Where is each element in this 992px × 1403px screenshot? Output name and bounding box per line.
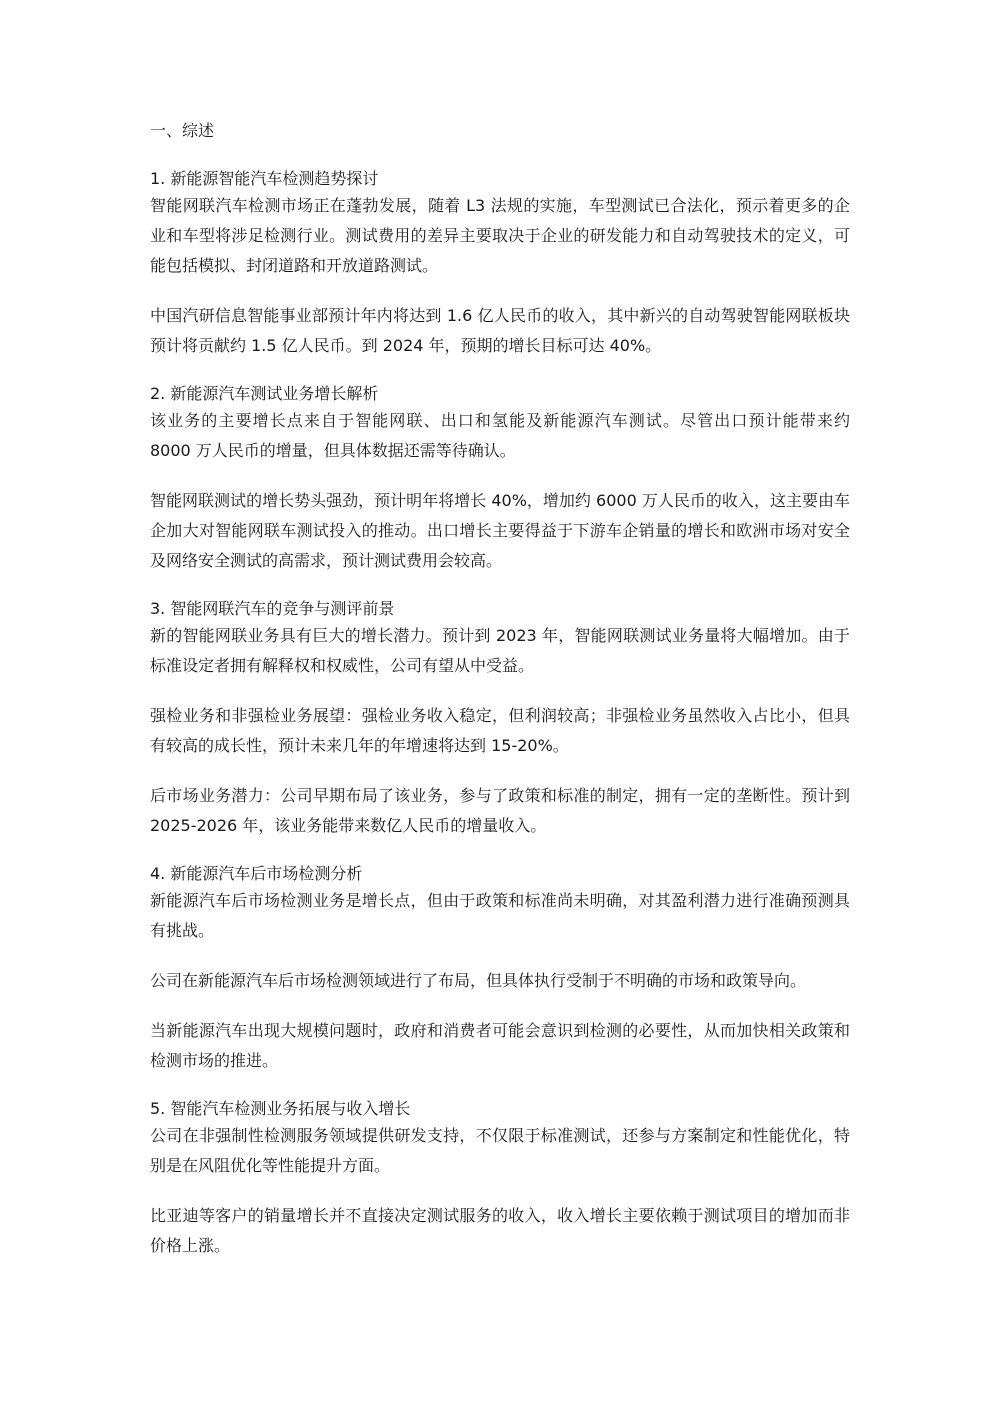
paragraph: 当新能源汽车出现大规模问题时，政府和消费者可能会意识到检测的必要性，从而加快相关政策和检测市场的推进。	[150, 1021, 850, 1070]
section-title: 1. 新能源智能汽车检测趋势探讨	[150, 169, 379, 188]
paragraph: 中国汽研信息智能事业部预计年内将达到 1.6 亿人民币的收入，其中新兴的自动驾驶智能网联板块预计将贡献约 1.5 亿人民币。到 2024 年，预期的增长目标可达 40%。	[150, 306, 850, 355]
section-title: 5. 智能汽车检测业务拓展与收入增长	[150, 1099, 411, 1118]
section-5	[150, 1096, 850, 1261]
paragraph: 公司在非强制性检测服务领域提供研发支持，不仅限于标准测试，还参与方案制定和性能优化，特别是在风阻优化等性能提升方面。	[150, 1126, 850, 1175]
section-2	[150, 381, 850, 576]
paragraph: 比亚迪等客户的销量增长并不直接决定测试服务的收入，收入增长主要依赖于测试项目的增加而非价格上涨。	[150, 1206, 850, 1255]
section-4	[150, 861, 850, 1076]
paragraph: 该业务的主要增长点来自于智能网联、出口和氢能及新能源汽车测试。尽管出口预计能带来约 8000 万人民币的增量，但具体数据还需等待确认。	[150, 411, 850, 460]
paragraph: 新的智能网联业务具有巨大的增长潜力。预计到 2023 年，智能网联测试业务量将大幅增加。由于标准设定者拥有解释权和权威性，公司有望从中受益。	[150, 626, 850, 675]
section-title: 4. 新能源汽车后市场检测分析	[150, 864, 363, 883]
paragraph: 公司在新能源汽车后市场检测领域进行了布局，但具体执行受制于不明确的市场和政策导向。	[150, 971, 807, 990]
paragraph: 强检业务和非强检业务展望：强检业务收入稳定，但利润较高；非强检业务虽然收入占比小，但具有较高的成长性，预计未来几年的年增速将达到 15-20%。	[150, 706, 850, 755]
section-title: 3. 智能网联汽车的竞争与测评前景	[150, 599, 395, 618]
section-title: 2. 新能源汽车测试业务增长解析	[150, 384, 379, 403]
document-page	[150, 116, 850, 1281]
paragraph: 智能网联测试的增长势头强劲，预计明年将增长 40%，增加约 6000 万人民币的收入，这主要由车企加大对智能网联车测试投入的推动。出口增长主要得益于下游车企销量的增长和欧洲市场对安全及网络安全测试的高需求，预计测试费用会较高。	[150, 491, 850, 570]
paragraph: 新能源汽车后市场检测业务是增长点，但由于政策和标准尚未明确，对其盈利潜力进行准确预测具有挑战。	[150, 891, 850, 940]
paragraph: 智能网联汽车检测市场正在蓬勃发展，随着 L3 法规的实施，车型测试已合法化，预示着更多的企业和车型将涉足检测行业。测试费用的差异主要取决于企业的研发能力和自动驾驶技术的定义，可能包括模拟、封闭道路和开放道路测试。	[150, 196, 850, 275]
paragraph: 后市场业务潜力：公司早期布局了该业务，参与了政策和标准的制定，拥有一定的垄断性。预计到 2025-2026 年，该业务能带来数亿人民币的增量收入。	[150, 786, 850, 835]
section-3	[150, 596, 850, 841]
document-heading: 一、综述	[150, 121, 215, 140]
section-1	[150, 166, 850, 361]
